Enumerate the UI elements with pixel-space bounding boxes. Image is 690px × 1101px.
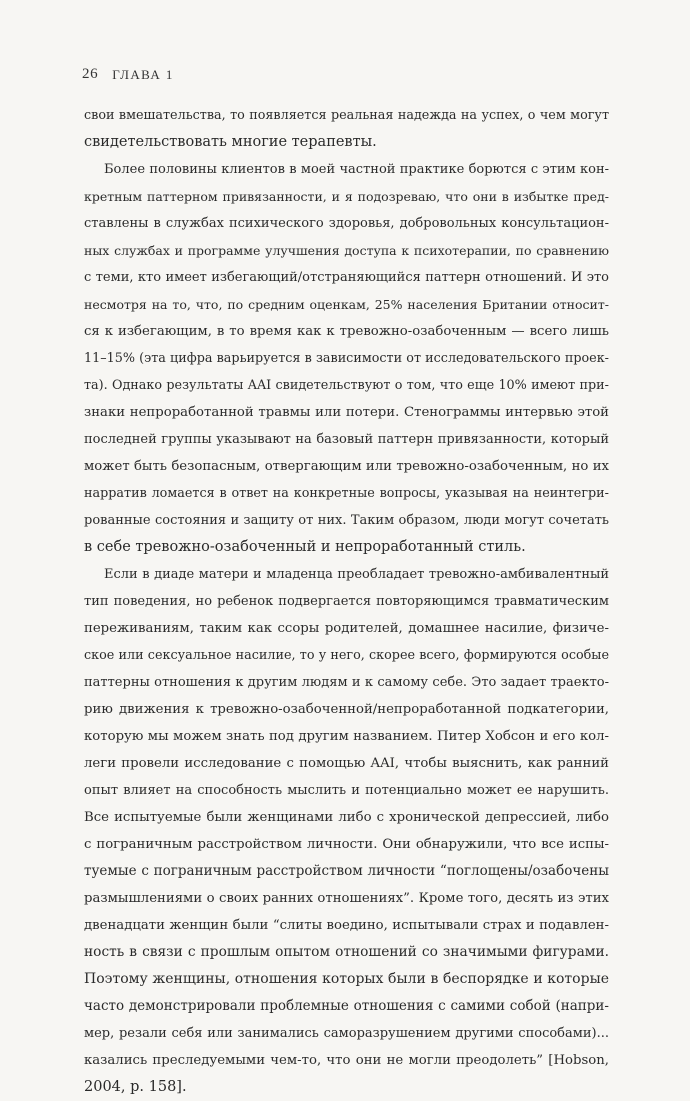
text-line: казались преследуемыми чем-то, что они не могли преодолеть” [Hobson, [84, 1053, 609, 1068]
text-line: кретным паттерном привязанности, и я подозреваю, что они в избытке пред- [84, 189, 609, 204]
text-line: знаки непроработанной травмы или потери. Стенограммы интервью этой [84, 405, 609, 420]
text-line: в себе тревожно-озабоченный и непроработанный стиль. [84, 539, 526, 555]
text-line: нарратив ломается в ответ на конкретные вопросы, указывая на неинтегри- [84, 486, 609, 501]
text-line: ся к избегающим, в то время как к тревожно-озабоченным — всего лишь [84, 324, 609, 339]
text-line: рию движения к тревожно-озабоченной/непроработанной подкатегории, [84, 702, 609, 717]
text-line: тип поведения, но ребенок подвергается повторяющимся травматическим [84, 594, 609, 609]
text-line: часто демонстрировали проблемные отношения с самими собой (напри- [84, 998, 609, 1014]
running-head [82, 66, 174, 83]
text-line: несмотря на то, что, по средним оценкам, 25% населения Британии относит- [84, 297, 609, 312]
text-line: с пограничным расстройством личности. Они обнаружили, что все испы- [84, 837, 609, 852]
text-line: которую мы можем знать под другим названием. Питер Хобсон и его кол- [84, 729, 609, 744]
text-line: свои вмешательства, то появляется реальная надежда на успех, о чем могут [84, 108, 609, 123]
text-line: переживаниям, таким как ссоры родителей, домашнее насилие, физиче- [84, 621, 609, 636]
chapter-title: ГЛАВА 1 [112, 67, 174, 82]
text-line: ных службах и программе улучшения доступа к психотерапии, по сравнению [84, 243, 609, 258]
text-line: ставлены в службах психического здоровья, добровольных консультацион- [84, 216, 609, 231]
text-line: Поэтому женщины, отношения которых были в беспорядке и которые [84, 971, 609, 987]
text-line: Если в диаде матери и младенца преобладает тревожно-амбивалентный [104, 567, 609, 582]
page-number: 26 [82, 66, 99, 82]
text-line: леги провели исследование с помощью AAI, чтобы выяснить, как ранний [84, 756, 609, 771]
text-line: с теми, кто имеет избегающий/отстраняющийся паттерн отношений. И это [84, 270, 609, 285]
text-line: может быть безопасным, отвергающим или тревожно-озабоченным, но их [84, 459, 609, 474]
text-line: последней группы указывают на базовый паттерн привязанности, который [84, 432, 609, 447]
text-line: туемые с пограничным расстройством личности “поглощены/озабочены [84, 863, 609, 879]
text-line: двенадцати женщин были “слиты воедино, испытывали страх и подавлен- [84, 918, 609, 933]
text-line: Все испытуемые были женщинами либо с хронической депрессией, либо [84, 810, 609, 825]
text-line: ское или сексуальное насилие, то у него, скорее всего, формируются особые [84, 648, 609, 663]
text-line: паттерны отношения к другим людям и к самому себе. Это задает траекто- [84, 675, 609, 690]
body-text [84, 102, 609, 1101]
text-line: та). Однако результаты AAI свидетельствуют о том, что еще 10% имеют при- [84, 378, 609, 393]
text-line: 2004, p. 158]. [84, 1079, 187, 1095]
text-line: свидетельствовать многие терапевты. [84, 134, 377, 150]
text-line: размышлениями о своих ранних отношениях”. Кроме того, десять из этих [84, 891, 609, 906]
text-line: опыт влияет на способность мыслить и потенциально может ее нарушить. [84, 783, 609, 798]
text-line: 11–15% (эта цифра варьируется в зависимости от исследовательского проек- [84, 351, 609, 366]
text-line: ность в связи с прошлым опытом отношений со значимыми фигурами. [84, 944, 609, 960]
text-line: мер, резали себя или занимались саморазрушением другими способами)... [84, 1026, 609, 1041]
text-line: рованные состояния и защиту от них. Таким образом, люди могут сочетать [84, 513, 609, 528]
text-line: Более половины клиентов в моей частной практике борются с этим кон- [104, 162, 609, 177]
